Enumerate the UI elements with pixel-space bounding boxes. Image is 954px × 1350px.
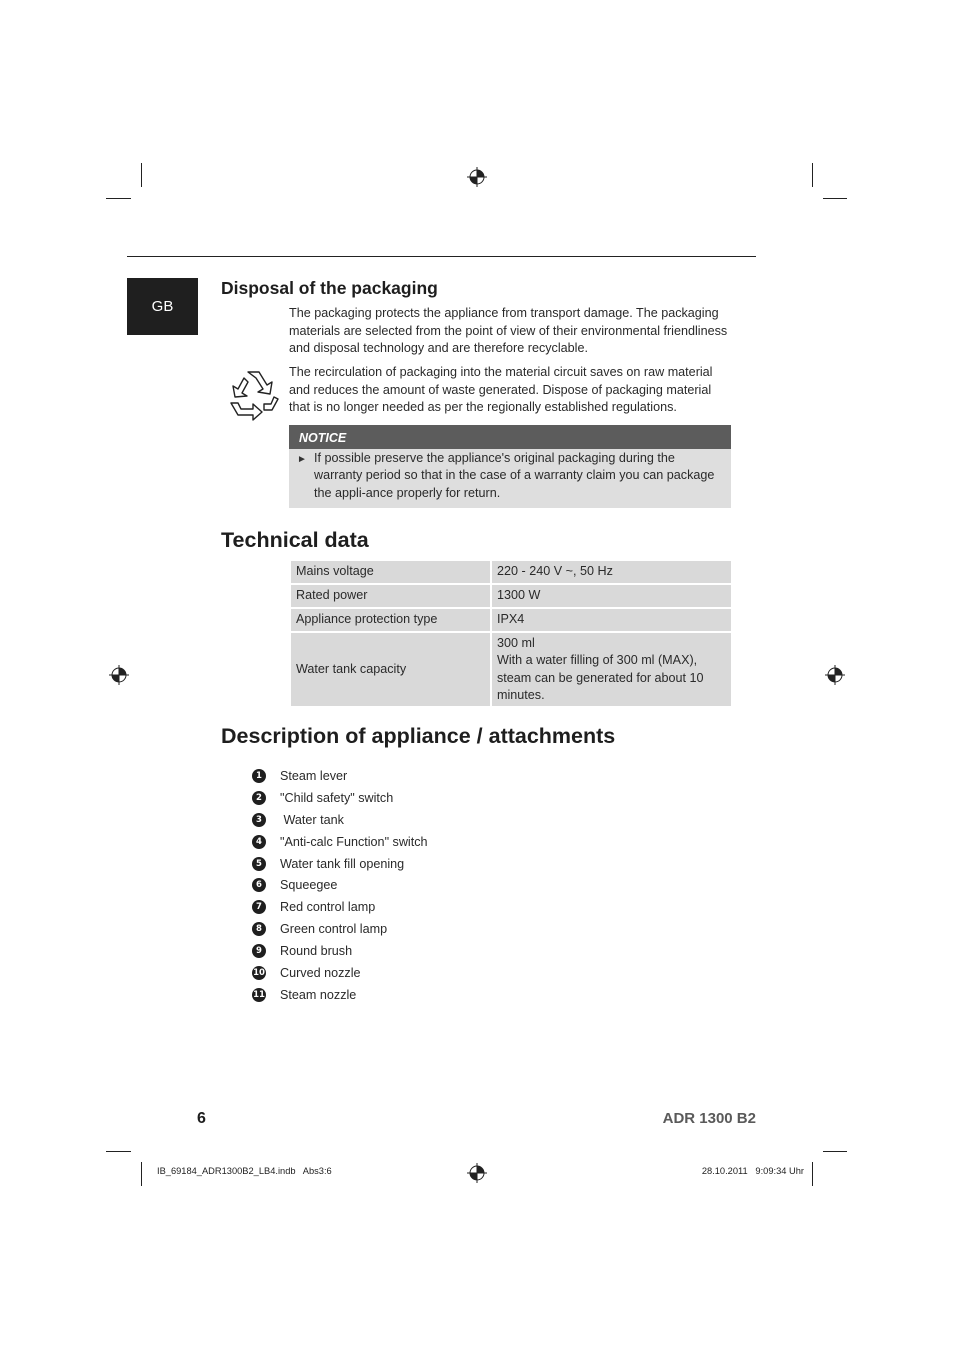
model-name: ADR 1300 B2 xyxy=(662,1110,756,1127)
item-number-badge: 10 xyxy=(253,967,265,978)
registration-mark-icon xyxy=(467,1163,487,1183)
notice-body xyxy=(289,449,731,508)
item-label: Round brush xyxy=(280,944,353,959)
table-cell-value-line: 300 ml xyxy=(497,635,535,650)
item-number-badge: 3 xyxy=(252,813,266,827)
item-label: Water tank xyxy=(280,812,344,827)
item-label: Steam lever xyxy=(280,768,348,783)
item-number-badge: 4 xyxy=(252,835,266,849)
item-label: Squeegee xyxy=(280,878,338,893)
crop-mark xyxy=(823,1151,847,1152)
list-item xyxy=(252,853,428,875)
item-label: "Child safety" switch xyxy=(280,790,394,805)
crop-mark xyxy=(141,1162,142,1186)
item-label: "Anti-calc Function" switch xyxy=(280,834,428,849)
list-item xyxy=(252,765,428,787)
disposal-paragraph-2: The recirculation of packaging into the material circuit saves on raw material and reduces the amount of waste generated. Dispose of packaging material that is no longer needed as per the regionally established regulations. xyxy=(289,365,713,415)
table-cell-value-note: With a water filling of 300 ml (MAX), steam can be generated for about 10 minutes. xyxy=(497,653,704,702)
item-number-badge: 2 xyxy=(252,791,266,805)
recycle-icon xyxy=(226,366,284,422)
table-cell-label: Water tank capacity xyxy=(291,633,490,706)
list-item xyxy=(252,984,428,1006)
list-item xyxy=(252,809,428,831)
parts-list xyxy=(252,765,428,1006)
description-heading: Description of appliance / attachments xyxy=(221,724,616,748)
item-number-badge: 5 xyxy=(252,857,266,871)
table-cell-value: 220 - 240 V ~, 50 Hz xyxy=(492,561,731,583)
technical-data-table xyxy=(289,559,733,708)
item-number-badge: 7 xyxy=(252,900,266,914)
item-label: Green control lamp xyxy=(280,922,388,937)
item-label: Curved nozzle xyxy=(280,965,361,980)
list-item xyxy=(252,918,428,940)
language-tab xyxy=(127,278,198,335)
list-item xyxy=(252,962,428,984)
table-cell-label: Appliance protection type xyxy=(291,609,490,631)
table-cell-value xyxy=(492,633,731,706)
table-row xyxy=(291,633,731,706)
disposal-paragraph-1: The packaging protects the appliance from transport damage. The packaging materials are selected from the point of view of their environmental friendliness and disposal technology and are therefore recyclable. xyxy=(289,306,728,356)
table-cell-value: IPX4 xyxy=(492,609,731,631)
list-item xyxy=(252,787,428,809)
table-cell-label: Mains voltage xyxy=(291,561,490,583)
header-rule xyxy=(127,256,756,257)
table-row xyxy=(291,585,731,607)
crop-mark xyxy=(812,1162,813,1186)
technical-data-heading: Technical data xyxy=(221,528,369,552)
table-cell-label: Rated power xyxy=(291,585,490,607)
disposal-heading: Disposal of the packaging xyxy=(221,278,438,298)
table-row xyxy=(291,609,731,631)
crop-mark xyxy=(141,163,142,187)
page-number: 6 xyxy=(197,1110,206,1127)
table-row xyxy=(291,561,731,583)
registration-mark-icon xyxy=(109,665,129,685)
list-item xyxy=(252,831,428,853)
list-item xyxy=(252,940,428,962)
item-number-badge: 9 xyxy=(252,944,266,958)
crop-mark xyxy=(823,198,847,199)
registration-mark-icon xyxy=(467,167,487,187)
list-item xyxy=(252,874,428,896)
print-slug-left: IB_69184_ADR1300B2_LB4.indb Abs3:6 xyxy=(157,1166,332,1176)
crop-mark xyxy=(106,1151,131,1152)
language-tab-label: GB xyxy=(151,298,174,315)
notice-box xyxy=(289,425,731,508)
item-number-badge: 1 xyxy=(252,769,266,783)
item-number-badge: 8 xyxy=(252,922,266,936)
item-number-badge: 6 xyxy=(252,878,266,892)
notice-text: If possible preserve the appliance's original packaging during the warranty period so that in the case of a warranty claim you can package the appli-ance properly for return. xyxy=(314,451,715,500)
bullet-arrow-icon: ► xyxy=(297,454,307,465)
table-cell-value: 1300 W xyxy=(492,585,731,607)
registration-mark-icon xyxy=(825,665,845,685)
item-number-badge: 11 xyxy=(253,989,265,1000)
item-label: Red control lamp xyxy=(280,900,376,915)
item-label: Steam nozzle xyxy=(280,987,357,1002)
crop-mark xyxy=(106,198,131,199)
list-item xyxy=(252,896,428,918)
item-label: Water tank fill opening xyxy=(280,856,405,871)
notice-header: NOTICE xyxy=(289,425,731,449)
crop-mark xyxy=(812,163,813,187)
print-slug-right: 28.10.2011 9:09:34 Uhr xyxy=(701,1166,804,1176)
